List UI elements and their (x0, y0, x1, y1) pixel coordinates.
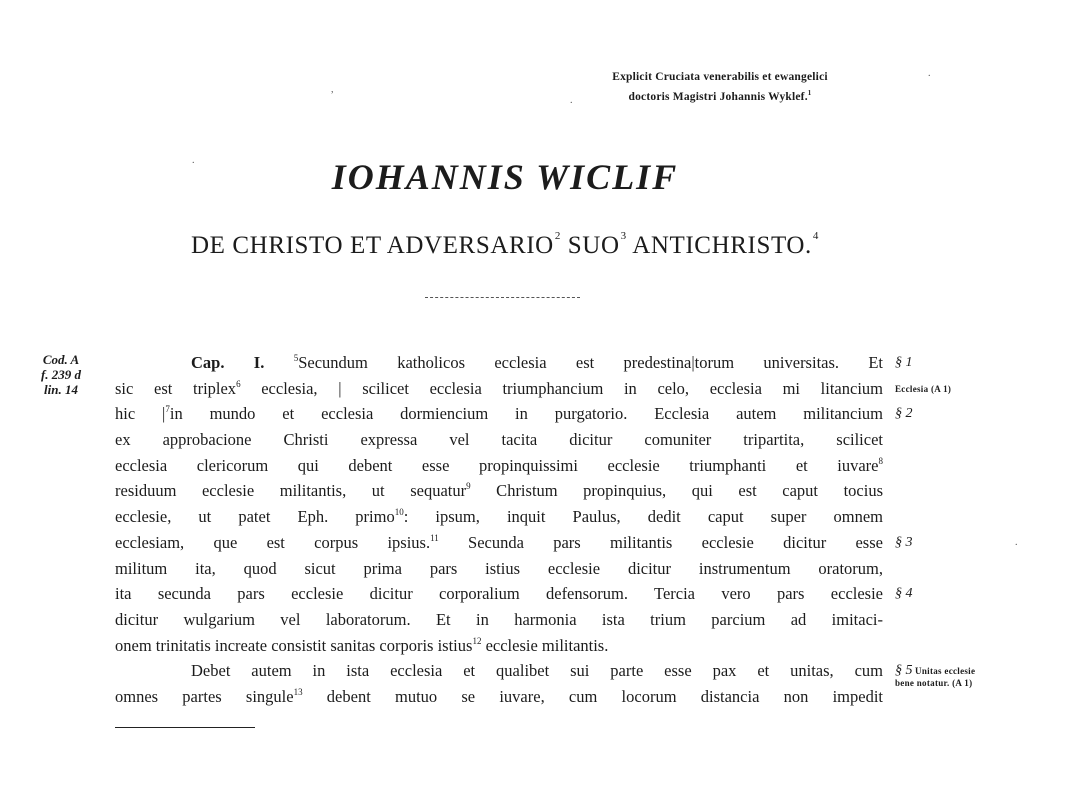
text-run: ecclesie, ut patet Eph. primo (115, 507, 395, 527)
margin-note (895, 355, 913, 371)
print-speck: . (1015, 537, 1018, 548)
subtitle-footnote-ref: 4 (812, 230, 819, 242)
text-line (115, 658, 883, 684)
text-run: Debet autem in ista ecclesia et qualibet sui parte esse pax et unitas, cum (191, 661, 883, 681)
footnote-ref: 8 (878, 455, 883, 466)
text-line (115, 376, 883, 402)
page-title: IOHANNIS WICLIF (331, 157, 679, 197)
text-line (115, 478, 883, 504)
text-run: sic est triplex (115, 378, 237, 398)
margin-gloss: bene notatur. (A 1) (895, 677, 973, 688)
section-number: § 5 (895, 663, 913, 679)
text-run (264, 353, 293, 372)
footnote-ref: 13 (293, 686, 303, 697)
text-line (115, 504, 883, 530)
section-number: § 3 (895, 534, 913, 550)
text-line (115, 427, 883, 453)
text-run: ecclesiam, que est corpus ipsius. (115, 532, 431, 552)
text-line (115, 401, 883, 427)
subtitle-footnote-ref: 2 (554, 230, 561, 242)
subtitle-footnote-ref: 3 (620, 230, 627, 242)
margin-note (895, 381, 951, 397)
explicit-footnote-ref: 1 (807, 89, 812, 97)
text-line (115, 684, 883, 710)
subtitle-part: ANTICHRISTO. (626, 232, 812, 259)
section-number: § 4 (895, 586, 913, 602)
text-run: Secunda pars militantis ecclesie dicitur esse (438, 532, 883, 552)
margin-note (895, 535, 913, 551)
explicit-line-1: Explicit Cruciata venerabilis et ewangelici (612, 71, 828, 83)
margin-note (895, 586, 913, 602)
text-run: ex approbacione Christi expressa vel tacita dicitur comuniter tripartita, scilicet (115, 430, 883, 450)
print-speck: . (570, 95, 573, 106)
text-line (115, 350, 883, 376)
print-speck: . (192, 155, 195, 166)
text-run: debent mutuo se iuvare, cum locorum distancia non impedit (302, 686, 883, 706)
footnote-ref: 12 (472, 635, 482, 646)
section-number: § 2 (895, 406, 913, 422)
explicit-line-2 (555, 85, 885, 105)
text-line (115, 530, 883, 556)
margin-gloss: Unitas ecclesie (912, 666, 976, 677)
text-run: onem trinitatis increate consistit sanitas corporis istius (115, 635, 473, 655)
margin-note (895, 675, 972, 691)
text-line (115, 453, 883, 479)
text-run: Christum propinquius, qui est caput tocius (470, 481, 883, 501)
text-run: residuum ecclesie militantis, ut sequatur (115, 481, 467, 501)
footnote-ref: 11 (430, 532, 439, 543)
section-number: § 1 (895, 355, 913, 370)
title-divider (425, 297, 580, 298)
print-speck: , (331, 84, 334, 95)
text-run: dicitur wulgarium vel laboratorum. Et in harmonia ista trium parcium ad imitaci- (115, 609, 883, 629)
subtitle-part: DE CHRISTO ET ADVERSARIO (191, 232, 554, 259)
codex-line: Cod. A (42, 352, 80, 367)
text-line (115, 581, 883, 607)
text-run: ita secunda pars ecclesie dicitur corporalium defensorum. Tercia vero pars ecclesie (115, 584, 883, 604)
main-text (115, 350, 883, 710)
text-run: hic | (115, 404, 166, 424)
print-speck: . (928, 68, 931, 79)
text-line (115, 556, 883, 582)
footnote-ref: 10 (394, 507, 404, 518)
footnote-rule (115, 727, 255, 728)
subtitle-part: SUO (560, 232, 620, 259)
text-run: Secundum katholicos ecclesia est predestina|torum universitas. Et (298, 353, 884, 372)
codex-reference (30, 352, 92, 397)
footnote-ref: 7 (165, 404, 170, 415)
margin-gloss: Ecclesia (A 1) (895, 383, 952, 394)
chapter-heading: Cap. I. (191, 353, 265, 372)
explicit-colophon (555, 69, 885, 105)
codex-line: lin. 14 (44, 382, 78, 397)
footnote-ref: 6 (236, 378, 241, 389)
margin-note (895, 406, 913, 422)
text-run: ecclesia clericorum qui debent esse propinquissimi ecclesie triumphanti et iuvare (115, 455, 879, 475)
text-run: : ipsum, inquit Paulus, dedit caput super omnem (403, 507, 883, 527)
text-run: omnes partes singule (115, 686, 294, 706)
explicit-line-2-text: doctoris Magistri Johannis Wyklef. (628, 90, 808, 103)
text-run: militum ita, quod sicut prima pars istius ecclesie dicitur instrumentum oratorum, (115, 558, 883, 578)
text-run: ecclesie militantis. (481, 635, 609, 655)
footnote-ref: 5 (293, 353, 299, 363)
text-line (115, 607, 883, 633)
footnote-ref: 9 (466, 481, 471, 492)
text-line (115, 633, 883, 659)
page-subtitle (0, 230, 1010, 260)
codex-line: f. 239 d (40, 367, 82, 382)
text-run: in mundo et ecclesia dormiencium in purgatorio. Ecclesia autem militancium (169, 404, 884, 424)
text-run: ecclesia, | scilicet ecclesia triumphancium in celo, ecclesia mi litancium (240, 378, 883, 398)
